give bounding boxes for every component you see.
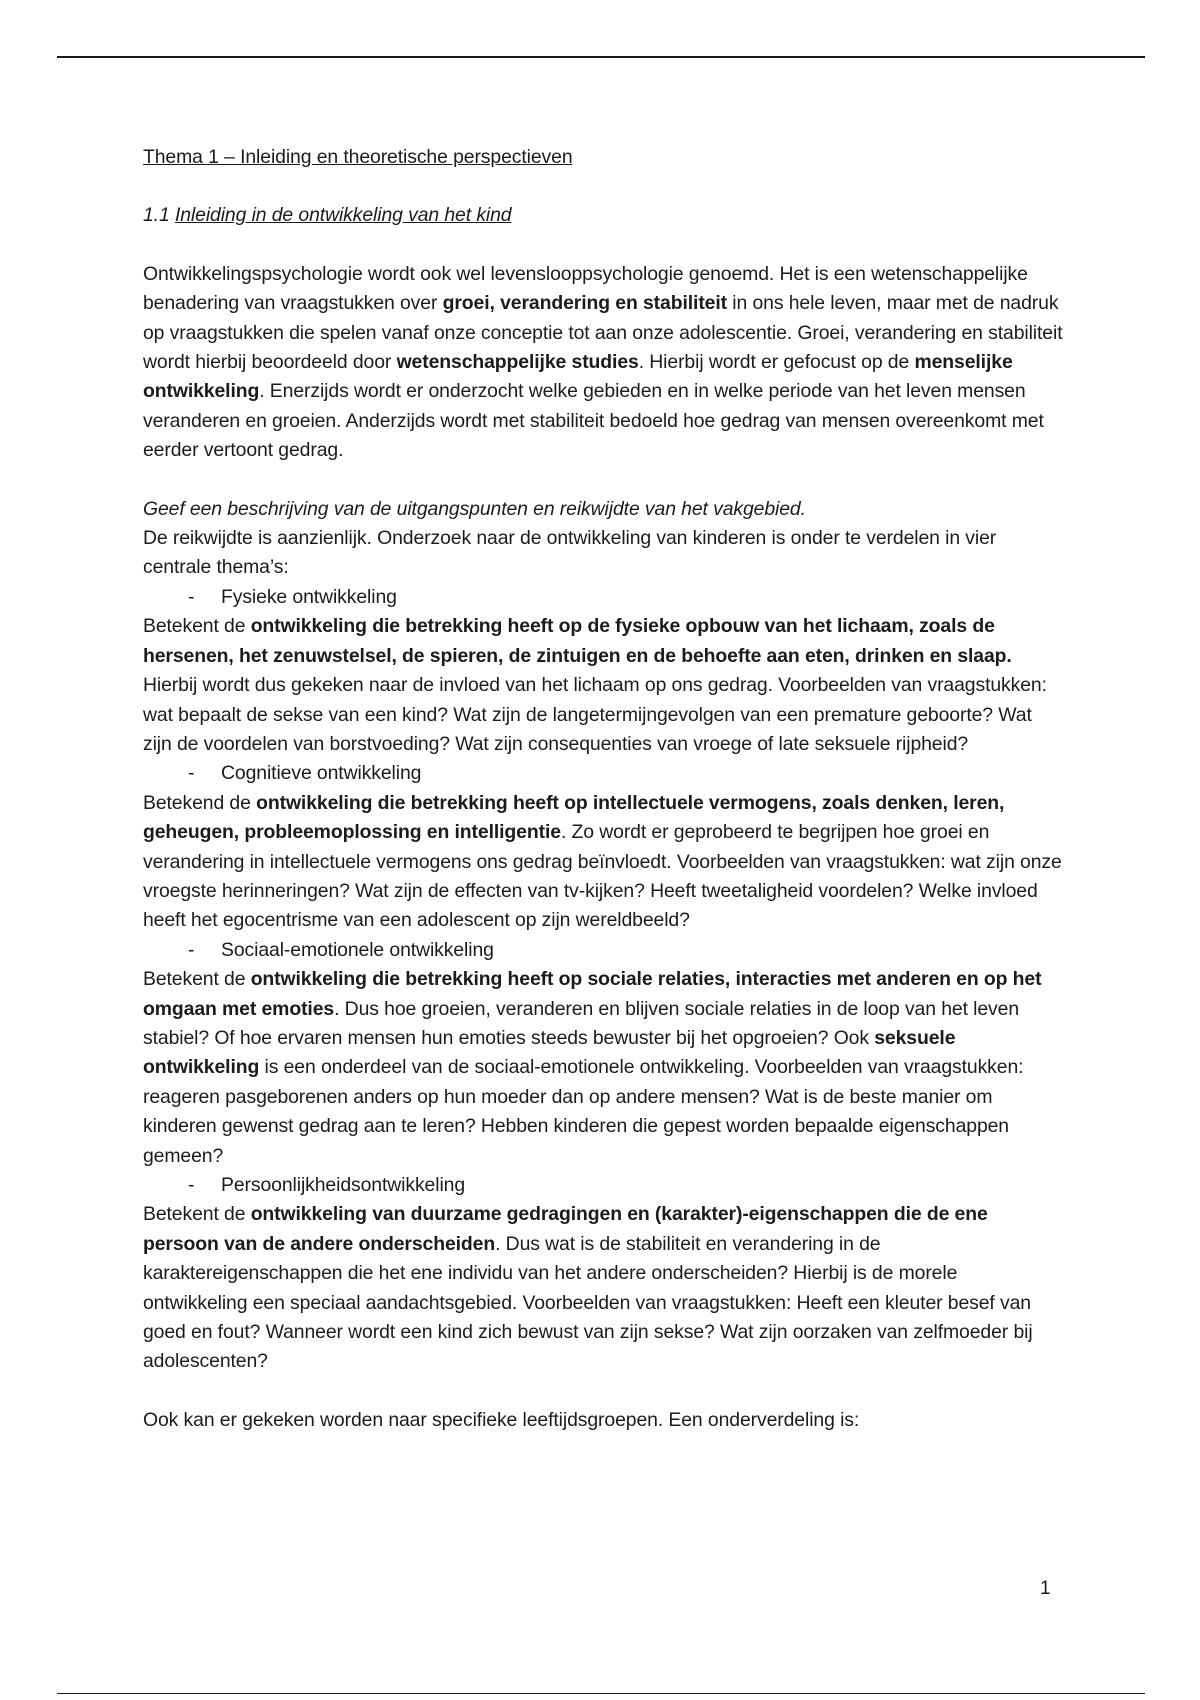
list-item-cognitive: - Cognitieve ontwikkeling [188, 762, 422, 785]
study-question: Geef een beschrijving van de uitgangspunten en reikwijdte van het vakgebied. [143, 497, 806, 520]
cognitive-paragraph: Betekend de ontwikkeling die betrekking heeft op intellectuele vermogens, zoals denken, leren, geheugen, probleemoplossing en intelligentie. Zo wordt er geprobeerd te begrijpen hoe groei en verandering in intellectuele vermogens ons gedrag beïnvloedt. Voorbeelden van vraagstukken: wat zijn onze vroegste herinneringen? Wat zijn de effecten van tv-kijken? Heeft tweetaligheid voordelen? Welke invloed heeft het egocentrisme van een adolescent op zijn wereldbeeld? [143, 791, 1062, 932]
social-paragraph: Betekent de ontwikkeling die betrekking heeft op sociale relaties, interacties met anderen en op het omgaan met emoties. Dus hoe groeien, veranderen en blijven sociale relaties in de loop van het leven stabiel? Of hoe ervaren mensen hun emoties steeds bewuster bij het opgroeien? Ook seksuele ontwikkeling is een onderdeel van de sociaal-emotionele ontwikkeling. Voorbeelden van vraagstukken: reageren pasgeborenen anders op hun moeder dan op andere mensen? Wat is de beste manier om kinderen gewenst gedrag aan te leren? Hebben kinderen die gepest worden bepaalde eigenschappen gemeen? [143, 968, 1042, 1167]
footer-rule [57, 1693, 1145, 1694]
page-number: 1 [1040, 1578, 1051, 1599]
section-heading [143, 201, 1063, 230]
list-item-social: - Sociaal-emotionele ontwikkeling [188, 938, 494, 961]
scope-paragraph: De reikwijdte is aanzienlijk. Onderzoek naar de ontwikkeling van kinderen is onder te verdelen in vier centrale thema’s: [143, 527, 997, 579]
list-item-personality: - Persoonlijkheidsontwikkeling [188, 1174, 466, 1196]
document-body [143, 143, 1063, 1435]
list-item-physical: - Fysieke ontwikkeling [188, 585, 397, 608]
section-title: Inleiding in de ontwikkeling van het kind [174, 204, 512, 227]
header-rule [57, 56, 1145, 58]
intro-paragraph: Ontwikkelingspsychologie wordt ook wel levenslooppsychologie genoemd. Het is een wetenschappelijke benadering van vraagstukken over groei, verandering en stabiliteit in ons hele leven, maar met de nadruk op vraagstukken die spelen vanaf onze conceptie tot aan onze adolescentie. Groei, verandering en stabiliteit wordt hierbij beoordeeld door wetenschappelijke studies. Hierbij wordt er gefocust op de menselijke ontwikkeling. Enerzijds wordt er onderzocht welke gebieden en in welke periode van het leven mensen veranderen en groeien. Anderzijds wordt met stabiliteit bedoeld hoe gedrag van mensen overeenkomt met eerder vertoont gedrag. [143, 262, 1063, 462]
document-title: Thema 1 – Inleiding en theoretische perspectieven [143, 146, 573, 168]
physical-paragraph: Betekent de ontwikkeling die betrekking heeft op de fysieke opbouw van het lichaam, zoals de hersenen, het zenuwstelsel, de spieren, de zintuigen en de behoefte aan eten, drinken en slaap. Hierbij wordt dus gekeken naar de invloed van het lichaam op ons gedrag. Voorbeelden van vraagstukken: wat bepaalt de sekse van een kind? Wat zijn de langetermijngevolgen van een premature geboorte? Wat zijn de voordelen van borstvoeding? Wat zijn consequenties van vroege of late seksuele rijpheid? [143, 615, 1047, 755]
section-number: 1.1 [143, 204, 170, 227]
closing-paragraph: Ook kan er gekeken worden naar specifieke leeftijdsgroepen. Een onderverdeling is: [143, 1408, 860, 1431]
personality-paragraph: Betekent de ontwikkeling van duurzame gedragingen en (karakter)-eigenschappen die de ene persoon van de andere onderscheiden. Dus wat is de stabiliteit en verandering in de karaktereigenschappen die het ene individu van het andere onderscheiden? Hierbij is de morele ontwikkeling een speciaal aandachtsgebied. Voorbeelden van vraagstukken: Heeft een kleuter besef van goed en fout? Wanneer wordt een kind zich bewust van zijn sekse? Wat zijn oorzaken van zelfmoeder bij adolescenten? [143, 1203, 1033, 1373]
